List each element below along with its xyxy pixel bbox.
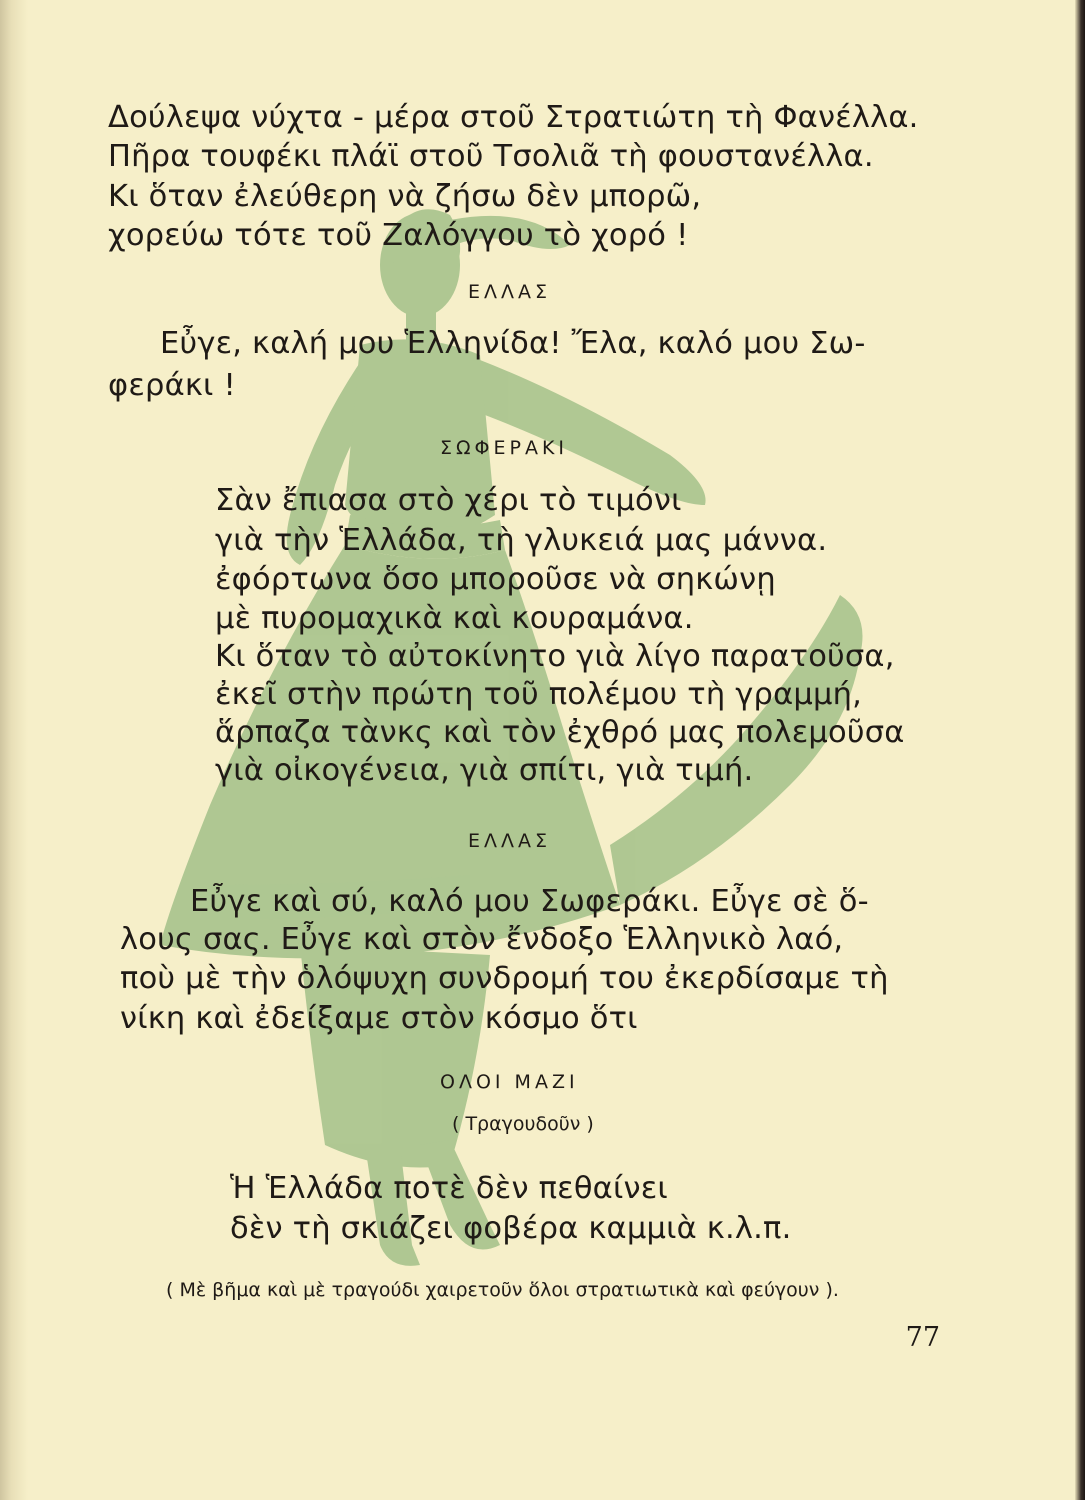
verse-line: χορεύω τότε τοῦ Ζαλόγγου τὸ χορό !: [108, 218, 689, 253]
verse-line: ἅρπαζα τὰνκς καὶ τὸν ἐχθρό μας πολεμοῦσα: [215, 715, 905, 750]
speech-line: ποὺ μὲ τὴν ὁλόψυχη συνδρομή του ἐκερδίσαμε τὴ: [120, 961, 889, 996]
speaker-heading: ΕΛΛΑΣ: [468, 830, 552, 852]
stage-direction: ( Μὲ βῆμα καὶ μὲ τραγούδι χαιρετοῦν ὅλοι στρατιωτικὰ καὶ φεύγουν ).: [166, 1279, 839, 1301]
verse-line: Κι ὅταν τὸ αὐτοκίνητο γιὰ λίγο παρατοῦσα,: [215, 639, 895, 674]
verse-line: δὲν τὴ σκιάζει φοβέρα καμμιὰ κ.λ.π.: [230, 1211, 792, 1246]
verse-line: Σὰν ἔπιασα στὸ χέρι τὸ τιμόνι: [215, 483, 682, 518]
speech-line: Εὖγε καὶ σύ, καλό μου Σωφεράκι. Εὖγε σὲ ὅ-: [190, 884, 869, 919]
verse-line: μὲ πυρομαχικὰ καὶ κουραμάνα.: [215, 601, 694, 636]
speech-line: Εὖγε, καλή μου Ἑλληνίδα! Ἔλα, καλό μου Σω-: [160, 326, 866, 361]
page-number: 77: [905, 1322, 940, 1353]
speaker-heading: ΕΛΛΑΣ: [468, 281, 552, 303]
verse-line: Πῆρα τουφέκι πλάϊ στοῦ Τσολιᾶ τὴ φουστανέλλα.: [108, 139, 874, 174]
verse-line: Κι ὅταν ἐλεύθερη νὰ ζήσω δὲν μπορῶ,: [108, 179, 702, 214]
verse-line: Ἡ Ἑλλάδα ποτὲ δὲν πεθαίνει: [230, 1171, 668, 1206]
stage-direction: ( Τραγουδοῦν ): [452, 1113, 594, 1135]
verse-line: γιὰ οἰκογένεια, γιὰ σπίτι, γιὰ τιμή.: [215, 753, 754, 788]
speaker-heading: ΣΩΦΕΡΑΚΙ: [440, 437, 569, 459]
speech-line: νίκη καὶ ἐδείξαμε στὸν κόσμο ὅτι: [120, 1001, 638, 1036]
verse-line: ἐφόρτωνα ὅσο μποροῦσε νὰ σηκώνῃ: [215, 562, 776, 597]
speech-line: λους σας. Εὖγε καὶ στὸν ἔνδοξο Ἑλληνικὸ λαό,: [120, 922, 844, 957]
speech-line: φεράκι !: [108, 368, 236, 403]
speaker-heading: ΟΛΟΙ ΜΑΖΙ: [440, 1071, 579, 1093]
verse-line: γιὰ τὴν Ἑλλάδα, τὴ γλυκειά μας μάννα.: [215, 523, 828, 558]
verse-line: ἐκεῖ στὴν πρώτη τοῦ πολέμου τὴ γραμμή,: [215, 677, 863, 712]
verse-line: Δούλεψα νύχτα - μέρα στοῦ Στρατιώτη τὴ Φανέλλα.: [108, 100, 919, 135]
